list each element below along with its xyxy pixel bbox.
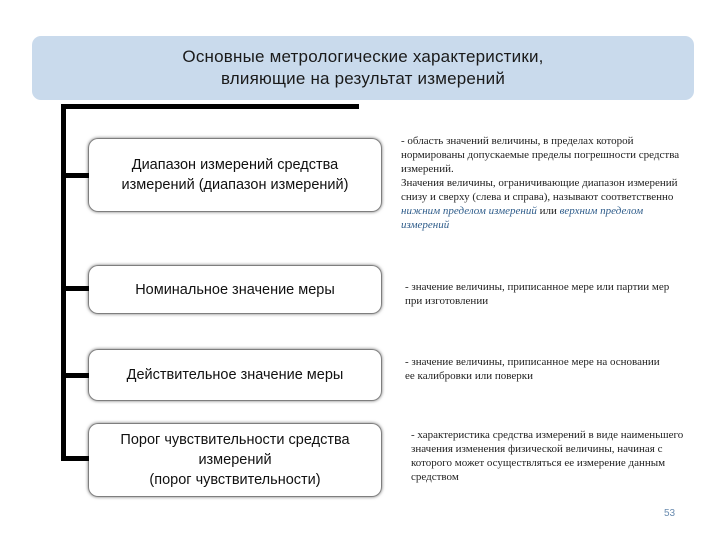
description-text: - характеристика средства измерений в виде наименьшего значения изменения физической величины, начиная с которого может осуществляться ее измерение данным средством bbox=[411, 429, 684, 483]
item-description-actual-value bbox=[405, 355, 665, 383]
item-description-nominal-value bbox=[405, 280, 675, 308]
item-label-line: измерений bbox=[198, 452, 272, 468]
tree-vertical-connector bbox=[61, 104, 66, 460]
item-box-sensitivity-threshold bbox=[89, 424, 381, 496]
tree-top-connector bbox=[61, 104, 359, 109]
item-description-sensitivity-threshold bbox=[411, 428, 687, 484]
description-or-word: или bbox=[539, 205, 557, 217]
description-text: - значение величины, приписанное мере или партии мер при изготовлении bbox=[405, 281, 670, 307]
item-description-measurement-range bbox=[401, 134, 691, 232]
item-label-line: (порог чувствительности) bbox=[149, 472, 321, 488]
item-box-actual-value bbox=[89, 350, 381, 400]
item-label-line: Диапазон измерений средства bbox=[131, 157, 339, 173]
description-intro: - область значений величины, в пределах которой нормированы допускаемые пределы погрешности средства измерений. bbox=[401, 135, 680, 175]
description-second-text: Значения величины, ограничивающие диапазон измерений снизу и сверху (слева и справа), называют соответственно bbox=[401, 177, 678, 203]
diagram-title-banner bbox=[32, 36, 694, 100]
item-label-line: Порог чувствительности средства bbox=[120, 432, 350, 448]
item-box-nominal-value bbox=[89, 266, 381, 313]
term-lower-limit: нижним пределом измерений bbox=[401, 205, 537, 217]
item-box-measurement-range bbox=[89, 139, 381, 211]
item-label-line: Действительное значение меры bbox=[126, 367, 344, 383]
description-second bbox=[401, 176, 691, 232]
title-line-2: влияющие на результат измерений bbox=[220, 69, 506, 88]
description-text: - значение величины, приписанное мере на основании ее калибровки или поверки bbox=[405, 356, 660, 382]
item-label-line: Номинальное значение меры bbox=[135, 281, 335, 298]
title-line-1: Основные метрологические характеристики, bbox=[182, 47, 544, 66]
term-upper-limit: верхним пределом измерений bbox=[401, 205, 644, 231]
item-label-line: измерений (диапазон измерений) bbox=[121, 177, 349, 193]
page-number: 53 bbox=[664, 508, 676, 519]
